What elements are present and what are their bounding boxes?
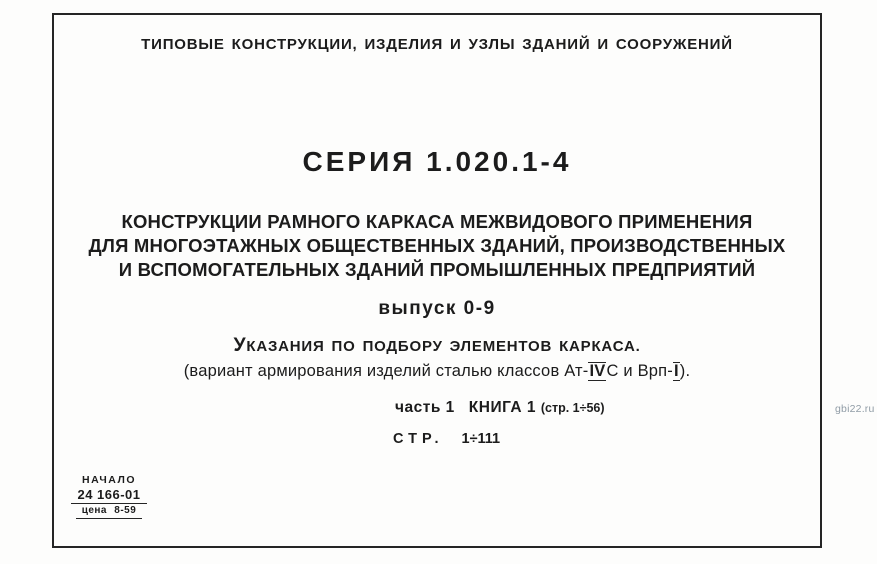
book-label: КНИГА 1 bbox=[468, 399, 537, 416]
main-title-line-2: ДЛЯ МНОГОЭТАЖНЫХ ОБЩЕСТВЕННЫХ ЗДАНИЙ, ПРОИЗВОДСТВЕННЫХ bbox=[88, 235, 786, 256]
part-book-line bbox=[395, 399, 605, 417]
pages-value: 1÷111 bbox=[461, 431, 501, 447]
series-title: СЕРИЯ 1.020.1-4 bbox=[302, 146, 572, 177]
watermark: gbi22.ru bbox=[835, 403, 875, 415]
main-title bbox=[54, 210, 820, 282]
pages-label: СТР. bbox=[393, 431, 444, 447]
stamp-block bbox=[71, 474, 147, 519]
document-header: ТИПОВЫЕ КОНСТРУКЦИИ, ИЗДЕЛИЯ И УЗЛЫ ЗДАНИЙ И СООРУЖЕНИЙ bbox=[141, 36, 733, 53]
reinforcement-note-prefix: (вариант армирования изделий сталью классов Ат- bbox=[183, 362, 589, 380]
roman-numeral-iv: IV bbox=[589, 362, 606, 380]
book-pages-ref: (стр. 1÷56) bbox=[540, 401, 605, 415]
stamp-start-label: НАЧАЛО bbox=[82, 474, 136, 486]
reinforcement-note bbox=[54, 362, 820, 381]
reinforcement-note-mid: С и Врп- bbox=[606, 362, 673, 380]
pages-line bbox=[393, 431, 500, 447]
subtitle: УКАЗАНИЯ ПО ПОДБОРУ ЭЛЕМЕНТОВ КАРКАСА. bbox=[233, 334, 641, 356]
main-title-line-3: И ВСПОМОГАТЕЛЬНЫХ ЗДАНИЙ ПРОМЫШЛЕННЫХ ПРЕДПРИЯТИЙ bbox=[118, 259, 756, 280]
issue-line: выпуск 0-9 bbox=[378, 298, 496, 319]
main-title-line-1: КОНСТРУКЦИИ РАМНОГО КАРКАСА МЕЖВИДОВОГО ПРИМЕНЕНИЯ bbox=[121, 211, 753, 232]
document-border-frame bbox=[52, 13, 822, 548]
part-label: часть 1 bbox=[395, 399, 455, 416]
roman-numeral-i: I bbox=[674, 362, 679, 380]
stamp-code: 24 166-01 bbox=[71, 486, 147, 504]
stamp-price: цена 8-59 bbox=[76, 504, 143, 519]
reinforcement-note-suffix: ). bbox=[679, 362, 691, 380]
